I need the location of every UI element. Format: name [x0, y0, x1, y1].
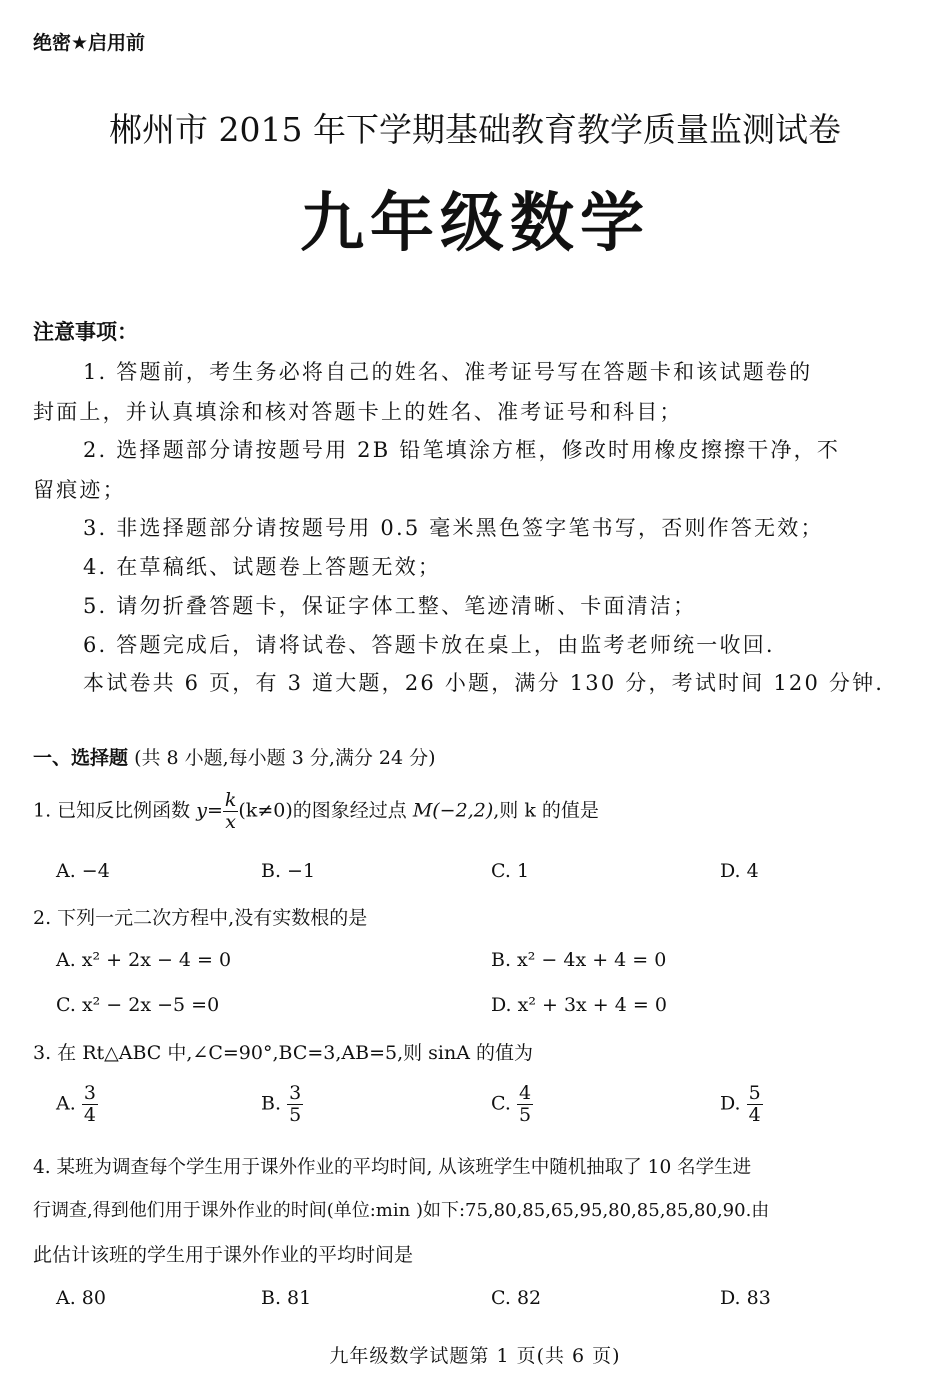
- option: C. 1: [491, 860, 530, 882]
- exam-subtitle: 郴州市 2015 年下学期基础教育教学质量监测试卷: [109, 110, 841, 149]
- option-label: D.: [720, 1092, 741, 1115]
- question-1: [33, 790, 599, 833]
- q1-point: M(−2,2): [412, 799, 494, 822]
- question-4-line: 行调查,得到他们用于课外作业的时间(单位:min )如下:75,80,85,65,95,80,85,85,80,90.由: [33, 1200, 770, 1221]
- question-2: 2. 下列一元二次方程中,没有实数根的是: [33, 907, 368, 929]
- q1-tail: ,则 k 的值是: [493, 799, 599, 822]
- numerator: 3: [83, 1082, 96, 1104]
- option: A. x² + 2x − 4 = 0: [56, 949, 232, 971]
- section-heading: [33, 743, 436, 770]
- option: D. x² + 3x + 4 = 0: [491, 994, 667, 1016]
- option: C. x² − 2x −5 =0: [56, 994, 220, 1016]
- q1-numerator: k: [224, 789, 237, 811]
- q1-denominator: x: [225, 810, 236, 833]
- note-line: 4. 在草稿纸、试题卷上答题无效；: [83, 555, 442, 579]
- section-title: 一、选择题: [33, 747, 129, 769]
- numerator: 4: [518, 1082, 532, 1104]
- q1-prefix: 1. 已知反比例函数: [33, 799, 191, 822]
- note-line: 5. 请勿折叠答题卡，保证字体工整、笔迹清晰、卡面清洁；: [83, 594, 697, 618]
- option: A. −4: [56, 860, 110, 882]
- note-line: 封面上，并认真填涂和核对答题卡上的姓名、准考证号和科目；: [33, 400, 683, 424]
- option-label: B.: [261, 1092, 282, 1115]
- note-line: 3. 非选择题部分请按题号用 0.5 毫米黑色签字笔书写，否则作答无效；: [83, 516, 824, 540]
- page-footer: 九年级数学试题第 1 页(共 6 页): [329, 1345, 621, 1367]
- option: B. 81: [261, 1287, 312, 1309]
- denominator: 5: [518, 1103, 532, 1126]
- option: [261, 1083, 303, 1126]
- option-fraction: [517, 1083, 533, 1126]
- option: [720, 1083, 763, 1126]
- numerator: 3: [289, 1082, 302, 1104]
- note-line: 留痕迹；: [33, 478, 126, 502]
- q1-mid: 的图象经过点: [292, 799, 407, 822]
- section-info: (共 8 小题,每小题 3 分,满分 24 分): [134, 747, 436, 769]
- option-fraction: [82, 1083, 98, 1126]
- q1-fraction: [223, 790, 239, 833]
- option: A. 80: [56, 1287, 106, 1309]
- question-4-line: 4. 某班为调查每个学生用于课外作业的平均时间, 从该班学生中随机抽取了 10 名学生进: [33, 1157, 752, 1178]
- option-label: C.: [491, 1092, 511, 1115]
- denominator: 5: [289, 1103, 302, 1126]
- option-fraction: [747, 1083, 763, 1126]
- note-line: 2. 选择题部分请按题号用 2B 铅笔填涂方框，修改时用橡皮擦擦干净，不: [83, 438, 841, 462]
- option: [491, 1083, 533, 1126]
- option: D. 83: [720, 1287, 771, 1309]
- q1-function: y=: [196, 799, 223, 822]
- confidential-label: 绝密★启用前: [33, 32, 146, 54]
- option-label: A.: [56, 1092, 76, 1115]
- note-line: 6. 答题完成后，请将试卷、答题卡放在桌上，由监考老师统一收回.: [83, 633, 775, 657]
- option-fraction: [287, 1083, 303, 1126]
- option: B. x² − 4x + 4 = 0: [491, 949, 667, 971]
- option: B. −1: [261, 860, 316, 882]
- numerator: 5: [748, 1082, 761, 1104]
- question-4-line: 此估计该班的学生用于课外作业的平均时间是: [33, 1244, 414, 1266]
- question-3: 3. 在 Rt△ABC 中,∠C=90°,BC=3,AB=5,则 sinA 的值为: [33, 1042, 534, 1064]
- option: [56, 1083, 98, 1126]
- notes-heading: 注意事项：: [33, 320, 138, 344]
- note-line: 1. 答题前，考生务必将自己的姓名、准考证号写在答题卡和该试题卷的: [83, 360, 813, 384]
- denominator: 4: [83, 1103, 96, 1126]
- option: D. 4: [720, 860, 759, 882]
- q1-condition: (k≠0): [238, 799, 293, 822]
- denominator: 4: [748, 1103, 761, 1126]
- note-line: 本试卷共 6 页，有 3 道大题，26 小题，满分 130 分，考试时间 120 分钟.: [83, 671, 885, 695]
- exam-title: 九年级数学: [300, 187, 650, 261]
- option: C. 82: [491, 1287, 542, 1309]
